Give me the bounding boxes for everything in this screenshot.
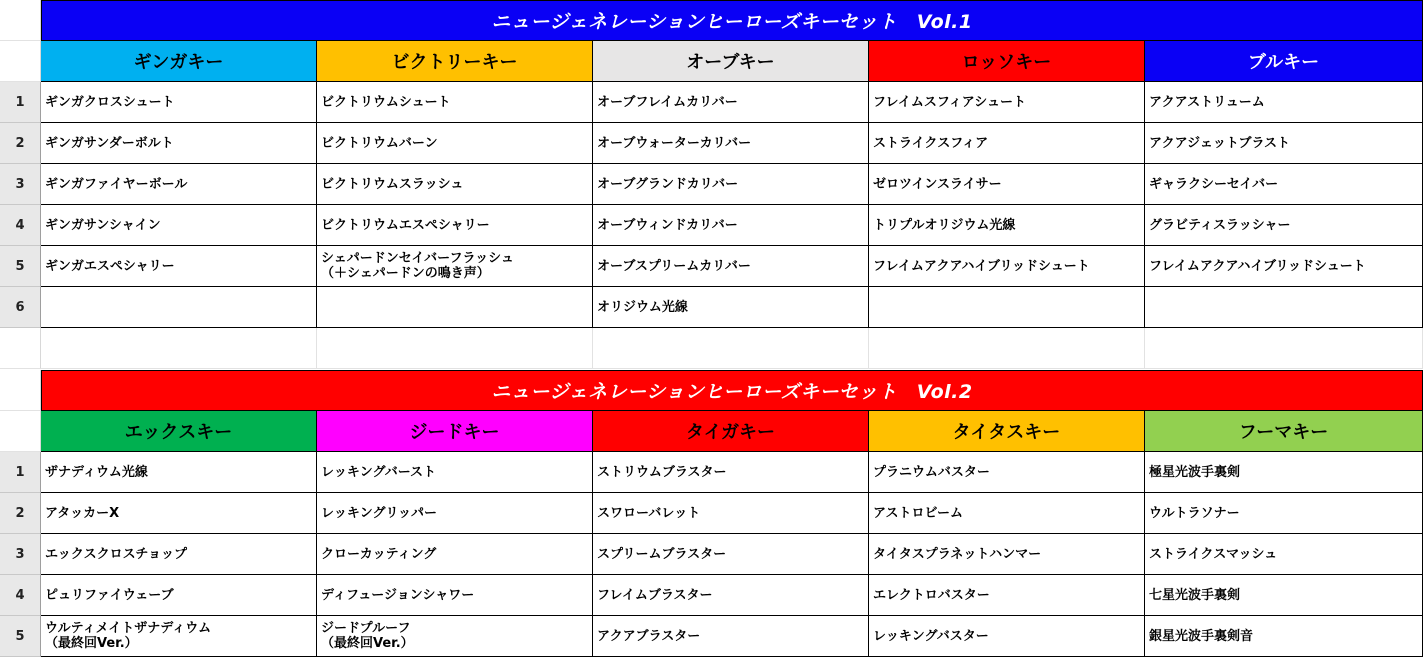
empty-cell[interactable] xyxy=(593,328,869,369)
row-header-blank xyxy=(0,328,41,369)
cell-text: ギンガサンダーボルト xyxy=(45,135,174,151)
table-cell[interactable] xyxy=(869,82,1145,123)
cell-text: スワローバレット xyxy=(597,505,701,521)
table-cell[interactable] xyxy=(41,452,317,493)
table-cell[interactable] xyxy=(41,534,317,575)
table-cell[interactable] xyxy=(593,452,869,493)
row-number[interactable]: 5 xyxy=(0,616,41,657)
row-header-blank xyxy=(0,0,41,41)
cell-text: ギンガクロスシュート xyxy=(45,94,175,110)
table-cell[interactable] xyxy=(1145,616,1423,657)
table-cell[interactable] xyxy=(593,123,869,164)
key-header[interactable]: エックスキー xyxy=(41,411,317,452)
table-cell[interactable] xyxy=(1145,246,1423,287)
cell-text: アタッカーX xyxy=(45,505,120,521)
table-cell[interactable] xyxy=(41,246,317,287)
key-header[interactable]: タイタスキー xyxy=(869,411,1145,452)
table-cell[interactable] xyxy=(317,246,593,287)
cell-text: グラビティスラッシャー xyxy=(1149,217,1291,233)
cell-text: ザナディウム光線 xyxy=(45,464,148,480)
cell-text: アストロビーム xyxy=(873,505,963,521)
key-header[interactable]: ギンガキー xyxy=(41,41,317,82)
row-number[interactable]: 3 xyxy=(0,534,41,575)
table-cell[interactable] xyxy=(869,287,1145,328)
cell-text: ストライクスマッシュ xyxy=(1149,546,1278,562)
cell-text: オリジウム光線 xyxy=(597,299,688,315)
table-cell[interactable] xyxy=(317,534,593,575)
table-cell[interactable] xyxy=(41,205,317,246)
cell-text: レッキングバースト xyxy=(321,464,437,480)
table-cell[interactable] xyxy=(317,287,593,328)
cell-text: シェパードンセイバーフラッシュ （＋シェパードンの鳴き声） xyxy=(321,251,514,281)
row-number[interactable]: 1 xyxy=(0,452,41,493)
table-cell[interactable] xyxy=(1145,493,1423,534)
table-title[interactable]: ニュージェネレーションヒーローズキーセット Vol.2 xyxy=(41,370,1423,411)
row-header-blank xyxy=(0,370,41,411)
table-cell[interactable] xyxy=(869,246,1145,287)
key-header[interactable]: タイガキー xyxy=(593,411,869,452)
table-cell[interactable] xyxy=(593,534,869,575)
table-cell[interactable] xyxy=(593,575,869,616)
table-cell[interactable] xyxy=(1145,575,1423,616)
row-number[interactable]: 5 xyxy=(0,246,41,287)
cell-text: アクアブラスター xyxy=(597,628,701,644)
table-cell[interactable] xyxy=(41,123,317,164)
table-cell[interactable] xyxy=(41,287,317,328)
cell-text: アクアジェットブラスト xyxy=(1149,135,1291,151)
table-cell[interactable] xyxy=(869,616,1145,657)
cell-text: トリプルオリジウム光線 xyxy=(873,217,1016,233)
cell-text: プラニウムバスター xyxy=(873,464,990,480)
table-cell[interactable] xyxy=(869,164,1145,205)
table-cell[interactable] xyxy=(1145,452,1423,493)
empty-cell[interactable] xyxy=(41,328,317,369)
table-cell[interactable] xyxy=(41,82,317,123)
table-cell[interactable] xyxy=(869,452,1145,493)
empty-cell[interactable] xyxy=(1145,328,1423,369)
key-header[interactable]: ジードキー xyxy=(317,411,593,452)
table-cell[interactable] xyxy=(41,164,317,205)
table-cell[interactable] xyxy=(1145,164,1423,205)
table-cell[interactable] xyxy=(317,616,593,657)
cell-text: フレイムアクアハイブリッドシュート xyxy=(873,258,1090,274)
cell-text: ギンガファイヤーボール xyxy=(45,176,188,192)
table-cell[interactable] xyxy=(1145,123,1423,164)
key-header[interactable]: ビクトリーキー xyxy=(317,41,593,82)
table-cell[interactable] xyxy=(317,82,593,123)
row-number[interactable]: 2 xyxy=(0,123,41,164)
cell-text: ギンガエスペシャリー xyxy=(45,258,175,274)
table-cell[interactable] xyxy=(593,82,869,123)
table-cell[interactable] xyxy=(869,205,1145,246)
empty-cell[interactable] xyxy=(317,328,593,369)
table-cell[interactable] xyxy=(869,493,1145,534)
table-cell[interactable] xyxy=(41,616,317,657)
table-cell[interactable] xyxy=(593,287,869,328)
key-header[interactable]: オーブキー xyxy=(593,41,869,82)
cell-text: オーブウォーターカリバー xyxy=(597,135,752,151)
cell-text: タイタスプラネットハンマー xyxy=(873,546,1042,562)
row-number[interactable]: 4 xyxy=(0,575,41,616)
key-header[interactable]: ブルキー xyxy=(1145,41,1423,82)
table-cell[interactable] xyxy=(317,575,593,616)
row-header-blank xyxy=(0,411,41,452)
table-cell[interactable] xyxy=(1145,534,1423,575)
cell-text: フレイムスフィアシュート xyxy=(873,94,1027,110)
table-cell[interactable] xyxy=(1145,205,1423,246)
cell-text: レッキングバスター xyxy=(873,628,989,644)
cell-text: ディフュージョンシャワー xyxy=(321,587,475,603)
row-number[interactable]: 3 xyxy=(0,164,41,205)
table-cell[interactable] xyxy=(593,164,869,205)
cell-text: ゼロツインスライサー xyxy=(873,176,1002,192)
cell-text: フレイムブラスター xyxy=(597,587,713,603)
row-header-blank xyxy=(0,41,41,82)
cell-text: ウルトラソナー xyxy=(1149,505,1240,521)
row-number[interactable]: 6 xyxy=(0,287,41,328)
cell-text: ギンガサンシャイン xyxy=(45,217,161,233)
cell-text: ストリウムブラスター xyxy=(597,464,727,480)
cell-text: ギャラクシーセイバー xyxy=(1149,176,1279,192)
table-cell[interactable] xyxy=(317,493,593,534)
row-number[interactable]: 4 xyxy=(0,205,41,246)
cell-text: アクアストリューム xyxy=(1149,94,1265,110)
cell-text: ジードプルーフ （最終回Ver.） xyxy=(321,621,414,651)
cell-text: ストライクスフィア xyxy=(873,135,989,151)
cell-text: ビクトリウムシュート xyxy=(321,94,451,110)
cell-text: エレクトロバスター xyxy=(873,587,990,603)
cell-text: スプリームブラスター xyxy=(597,546,727,562)
table-cell[interactable] xyxy=(593,205,869,246)
cell-text: オーブウィンドカリバー xyxy=(597,217,738,233)
cell-text: ウルティメイトザナディウム （最終回Ver.） xyxy=(45,621,212,651)
table-cell[interactable] xyxy=(1145,287,1423,328)
table-cell[interactable] xyxy=(317,205,593,246)
row-number[interactable]: 2 xyxy=(0,493,41,534)
table-cell[interactable] xyxy=(593,493,869,534)
cell-text: オーブフレイムカリバー xyxy=(597,94,738,110)
table-cell[interactable] xyxy=(317,452,593,493)
row-number[interactable]: 1 xyxy=(0,82,41,123)
cell-text: オーブスプリームカリバー xyxy=(597,258,751,274)
key-header[interactable]: ロッソキー xyxy=(869,41,1145,82)
cell-text: レッキングリッパー xyxy=(321,505,437,521)
key-header[interactable]: フーマキー xyxy=(1145,411,1423,452)
table-cell[interactable] xyxy=(1145,82,1423,123)
cell-text: ビクトリウムエスペシャリー xyxy=(321,217,490,233)
cell-text: 銀星光波手裏剣音 xyxy=(1149,628,1254,644)
table-cell[interactable] xyxy=(869,534,1145,575)
table-cell[interactable] xyxy=(593,246,869,287)
cell-text: ピュリファイウェーブ xyxy=(45,587,174,603)
cell-text: ビクトリウムバーン xyxy=(321,135,438,151)
cell-text: 七星光波手裏剣 xyxy=(1149,587,1241,603)
empty-cell[interactable] xyxy=(869,328,1145,369)
table-cell[interactable] xyxy=(593,616,869,657)
table-cell[interactable] xyxy=(869,123,1145,164)
cell-text: フレイムアクアハイブリッドシュート xyxy=(1149,258,1366,274)
table-cell[interactable] xyxy=(41,493,317,534)
cell-text: エックスクロスチョップ xyxy=(45,546,187,562)
table-cell[interactable] xyxy=(317,164,593,205)
table-title[interactable]: ニュージェネレーションヒーローズキーセット Vol.1 xyxy=(41,0,1423,41)
cell-text: クローカッティング xyxy=(321,546,437,562)
cell-text: 極星光波手裏剣 xyxy=(1149,464,1241,480)
table-cell[interactable] xyxy=(41,575,317,616)
table-cell[interactable] xyxy=(317,123,593,164)
cell-text: ビクトリウムスラッシュ xyxy=(321,176,464,192)
table-cell[interactable] xyxy=(869,575,1145,616)
cell-text: オーブグランドカリバー xyxy=(597,176,739,192)
